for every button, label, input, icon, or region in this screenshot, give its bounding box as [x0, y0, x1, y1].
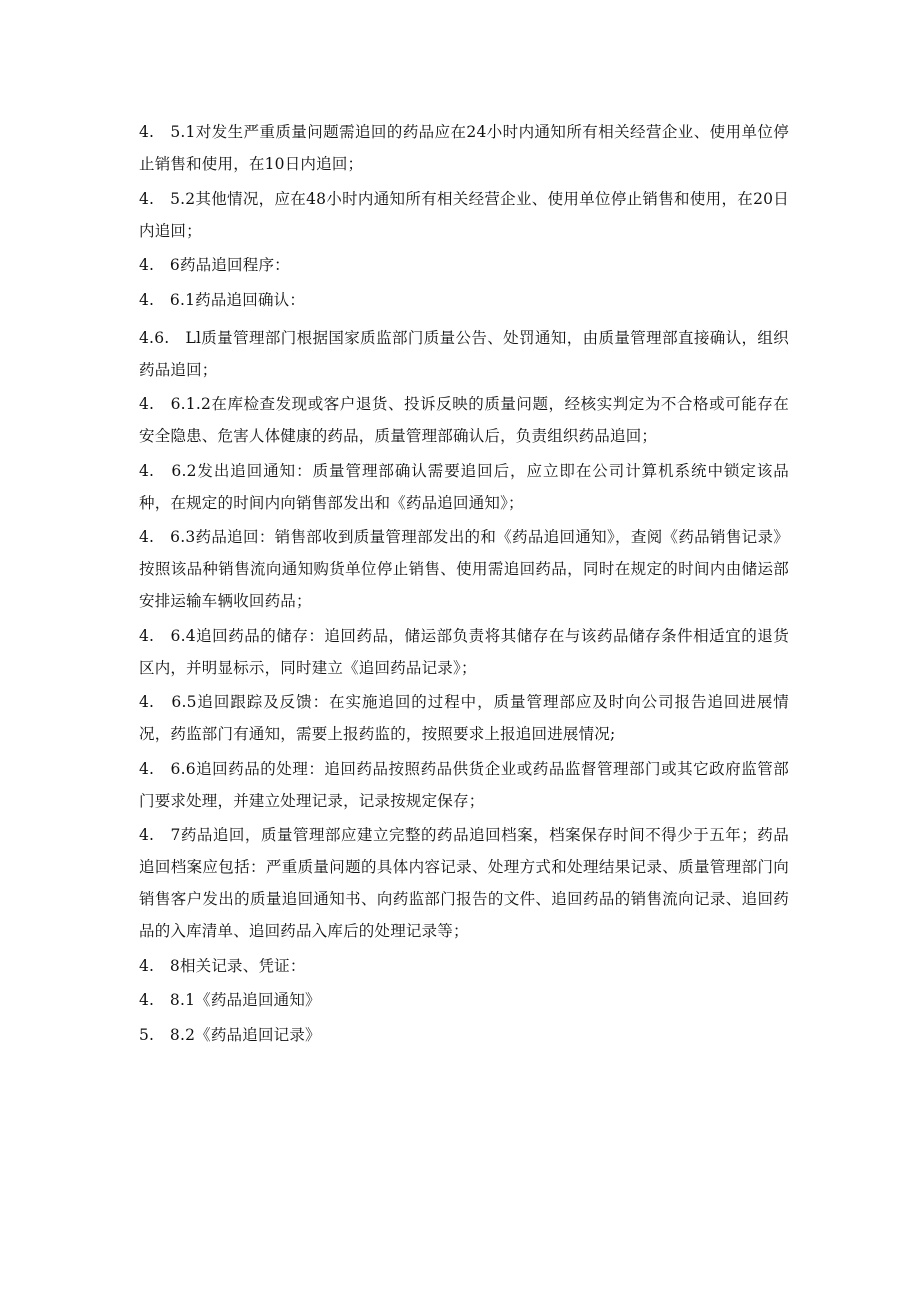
paragraph-4-7: 4. 7药品追回，质量管理部应建立完整的药品追回档案，档案保存时间不得少于五年；药品追回档案应包括：严重质量问题的具体内容记录、处理方式和处理结果记录、质量管理部门向销售客户发出的质量追回通知书、向药监部门报告的文件、追回药品的销售流向记录、追回药品的入库清单、追回药品入库后的处理记录等；: [139, 826, 789, 940]
paragraph-4-6-3: 4. 6.3药品追回：销售部收到质量管理部发出的和《药品追回通知》，查阅《药品销售记录》按照该品种销售流向通知购货单位停止销售、使用需追回药品，同时在规定的时间内由储运部安排运输车辆收回药品；: [139, 528, 789, 610]
paragraph-4-8: 4. 8相关记录、凭证：: [139, 956, 306, 975]
paragraph-4-5-1: 4. 5.1对发生严重质量问题需追回的药品应在24小时内通知所有相关经营企业、使用单位停止销售和使用，在10日内追回；: [139, 123, 789, 173]
paragraph-4-6-1-2: 4. 6.1.2在库检查发现或客户退货、投诉反映的质量问题，经核实判定为不合格或可能存在安全隐患、危害人体健康的药品，质量管理部确认后，负责组织药品追回；: [139, 395, 789, 445]
paragraph-4-6-5: 4. 6.5追回跟踪及反馈：在实施追回的过程中，质量管理部应及时向公司报告追回进展情况，药监部门有通知，需要上报药监的，按照要求上报追回进展情况;: [139, 693, 789, 743]
paragraph-4-6-1: 4. 6.1药品追回确认：: [139, 290, 306, 309]
document-body: [139, 116, 789, 1053]
paragraph-4-6-6: 4. 6.6追回药品的处理：追回药品按照药品供货企业或药品监督管理部门或其它政府监管部门要求处理，并建立处理记录，记录按规定保存；: [139, 759, 789, 810]
paragraph-4-5-2: 4. 5.2其他情况，应在48小时内通知所有相关经营企业、使用单位停止销售和使用，在20日内追回；: [139, 189, 789, 240]
paragraph-4-6-4: 4. 6.4追回药品的储存：追回药品，储运部负责将其储存在与该药品储存条件相适宜的退货区内，并明显标示，同时建立《追回药品记录》；: [139, 626, 789, 677]
paragraph-4-6-1-1: 4.6. Ll质量管理部门根据国家质监部门质量公告、处罚通知，由质量管理部直接确认，组织药品追回；: [139, 328, 789, 379]
paragraph-4-6-2: 4. 6.2发出追回通知：质量管理部确认需要追回后，应立即在公司计算机系统中锁定该品种，在规定的时间内向销售部发出和《药品追回通知》；: [139, 461, 789, 512]
paragraph-4-6: 4. 6药品追回程序：: [139, 256, 290, 274]
paragraph-4-8-1: 4. 8.1《药品追回通知》: [139, 991, 321, 1009]
paragraph-5-8-2: 5. 8.2《药品追回记录》: [139, 1025, 321, 1044]
